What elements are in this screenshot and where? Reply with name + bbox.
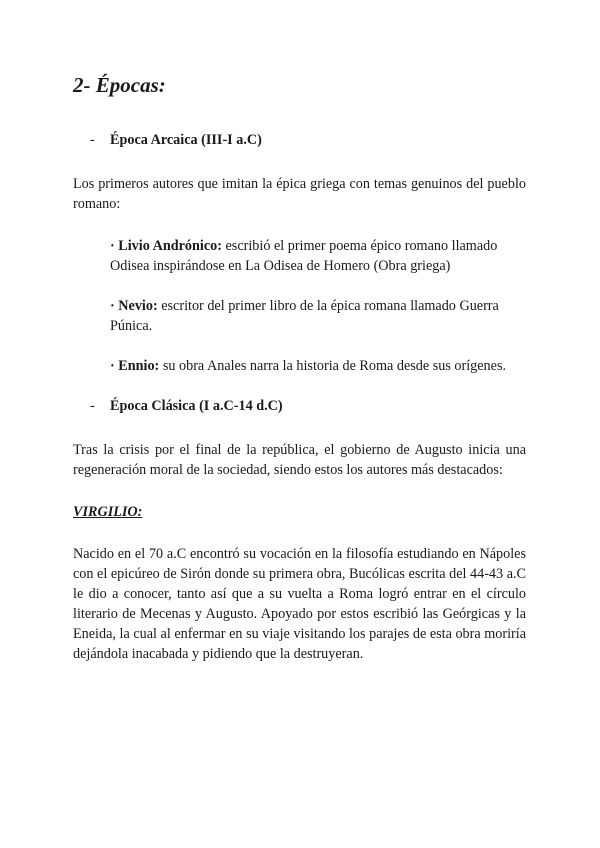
section-title-epoca-clasica: [73, 396, 526, 416]
section-intro-arcaica: Los primeros autores que imitan la épica griega con temas genuinos del pueblo romano:: [73, 176, 526, 212]
author-heading-virgilio: VIRGILIO:: [73, 504, 143, 520]
virgilio-paragraph: Nacido en el 70 a.C encontró su vocación en la filosofía estudiando en Nápoles con el epicúreo de Sirón donde su primera obra, Bucólicas escrita del 44-43 a.C le dio a conocer, tanto así que a su vuelta a Roma logró entrar en el círculo literario de Mecenas y Augusto. Apoyado por estos escribió las Geórgicas y la Eneida, la cual al enfermar en su viaje visitando los parajes de esta obra moriría dejándola inacabada y pidiendo que la destruyeran.: [73, 546, 526, 662]
author-name: · Ennio:: [110, 358, 160, 374]
section-intro-clasica: Tras la crisis por el final de la república, el gobierno de Augusto inicia una regeneración moral de la sociedad, siendo estos los autores más destacados:: [73, 442, 526, 478]
list-dash: -: [90, 132, 95, 148]
page-title: 2- Épocas:: [73, 73, 166, 97]
section-title-text: Época Arcaica (III-I a.C): [110, 132, 262, 148]
author-item-nevio: [110, 296, 526, 336]
document-page: [73, 70, 526, 664]
author-item-ennio: [110, 356, 526, 376]
author-item-livio: [110, 236, 526, 276]
author-name: · Nevio:: [110, 298, 158, 314]
author-description: escritor del primer libro de la épica romana llamado Guerra Púnica.: [110, 298, 499, 334]
author-name: · Livio Andrónico:: [110, 238, 222, 254]
section-title-epoca-arcaica: [73, 130, 526, 150]
author-description: escribió el primer poema épico romano llamado Odisea inspirándose en La Odisea de Homero (Obra griega): [110, 238, 498, 274]
author-description: su obra Anales narra la historia de Roma desde sus orígenes.: [159, 358, 507, 374]
list-dash: -: [90, 398, 95, 414]
section-title-text: Época Clásica (I a.C-14 d.C): [110, 398, 283, 414]
